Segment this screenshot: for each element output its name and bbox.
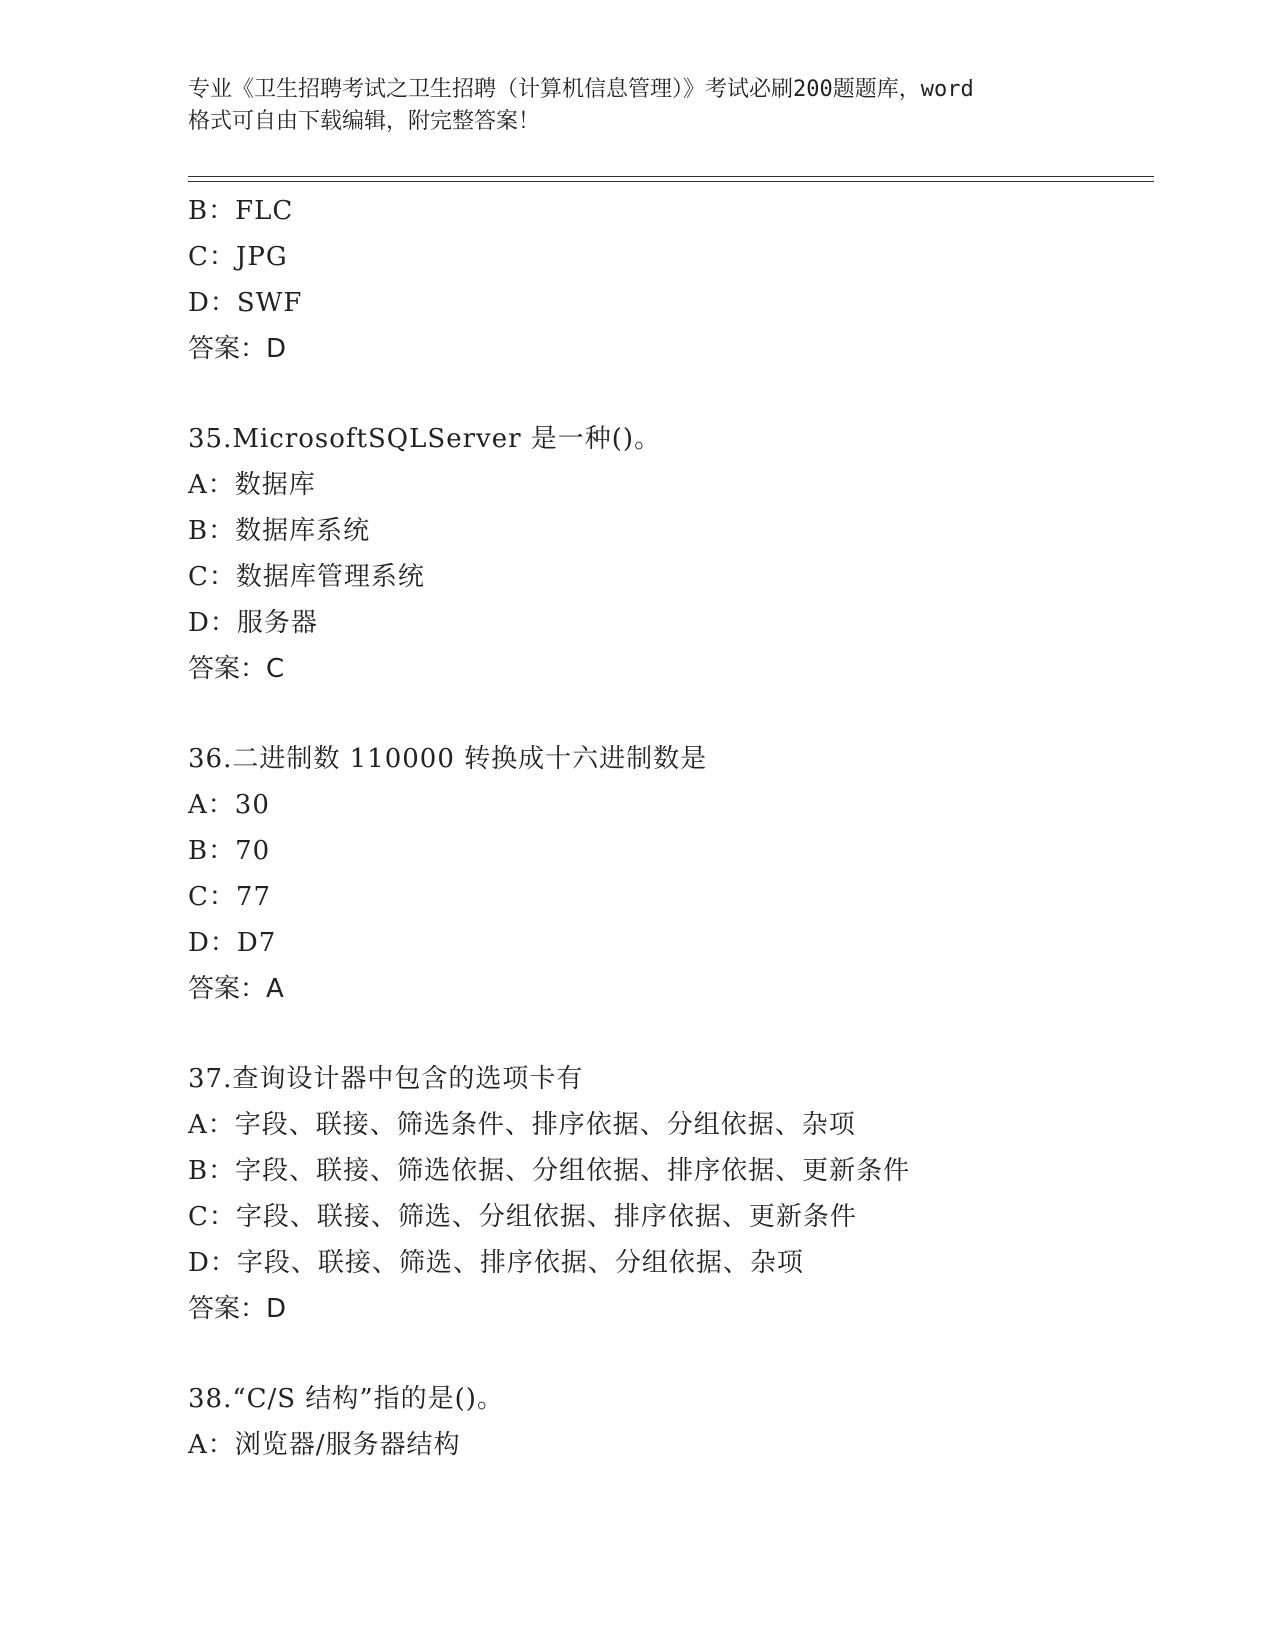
option-d: D：SWF xyxy=(188,288,303,318)
question-title: 35.MicrosoftSQLServer 是一种()。 xyxy=(188,424,662,454)
option-d: D：服务器 xyxy=(188,608,318,638)
option-c: C：JPG xyxy=(188,242,288,272)
option-a: A：字段、联接、筛选条件、排序依据、分组依据、杂项 xyxy=(188,1110,856,1140)
option-d: D：D7 xyxy=(188,928,277,958)
header-line-1: 专业《卫生招聘考试之卫生招聘（计算机信息管理）》考试必刷200题题库，word xyxy=(188,77,974,102)
answer-line: 答案：C xyxy=(188,654,285,684)
question-list xyxy=(188,188,1154,1468)
option-d: D：字段、联接、筛选、排序依据、分组依据、杂项 xyxy=(188,1248,804,1278)
option-b: B：70 xyxy=(188,836,271,866)
answer-line: 答案：D xyxy=(188,334,287,364)
option-b: B：数据库系统 xyxy=(188,516,371,546)
question-title: 38.“C/S 结构”指的是()。 xyxy=(188,1384,504,1414)
option-b: B：字段、联接、筛选依据、分组依据、排序依据、更新条件 xyxy=(188,1156,911,1186)
question-34-continued xyxy=(188,188,1154,372)
answer-line: 答案：D xyxy=(188,1294,287,1324)
header-divider-top xyxy=(188,176,1154,177)
question-36 xyxy=(188,736,1154,1012)
question-37 xyxy=(188,1056,1154,1332)
header-divider-bottom xyxy=(188,181,1154,182)
question-38 xyxy=(188,1376,1154,1468)
header-line-2: 格式可自由下载编辑，附完整答案！ xyxy=(188,109,541,134)
question-35 xyxy=(188,416,1154,692)
option-a: A：浏览器/服务器结构 xyxy=(188,1430,461,1460)
option-a: A：30 xyxy=(188,790,270,820)
document-header xyxy=(188,74,1108,138)
answer-line: 答案：A xyxy=(188,974,284,1004)
question-title: 37.查询设计器中包含的选项卡有 xyxy=(188,1064,584,1094)
option-a: A：数据库 xyxy=(188,470,316,500)
option-c: C：数据库管理系统 xyxy=(188,562,425,592)
option-b: B：FLC xyxy=(188,196,294,226)
question-title: 36.二进制数 110000 转换成十六进制数是 xyxy=(188,744,708,774)
option-c: C：77 xyxy=(188,882,271,912)
option-c: C：字段、联接、筛选、分组依据、排序依据、更新条件 xyxy=(188,1202,857,1232)
